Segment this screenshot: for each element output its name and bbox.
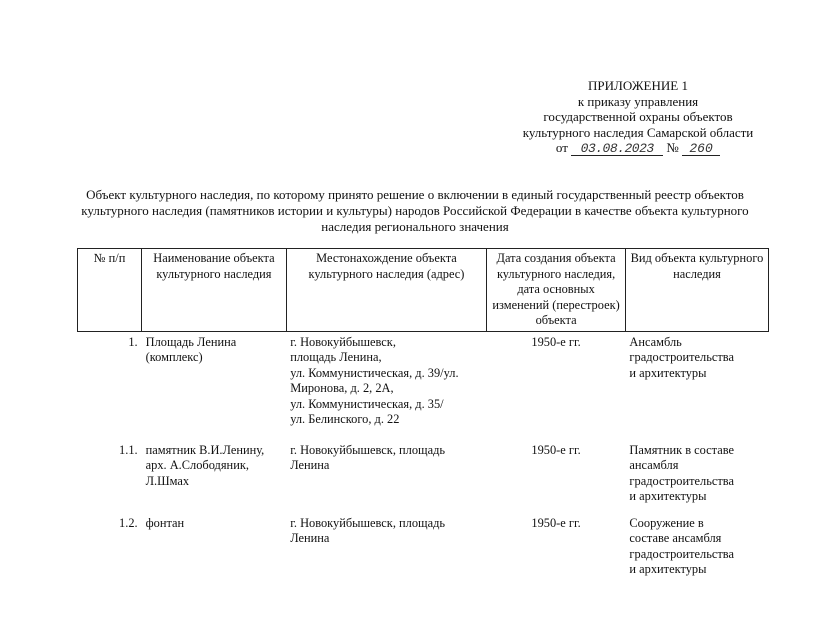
object-type-line: и архитектуры [629, 365, 707, 380]
object-address-line: г. Новокуйбышевск, [290, 334, 396, 349]
object-name-line: Площадь Ленина [145, 334, 237, 349]
object-name-line: Л.Шмах [145, 473, 190, 488]
appendix-line-1: к приказу управления [577, 93, 699, 109]
object-address [286, 331, 487, 430]
object-address-line: ул. Коммунистическая, д. 35/ [290, 396, 444, 411]
table-body [78, 331, 769, 580]
from-label: от [555, 140, 568, 155]
creation-date: 1950-е гг. [531, 334, 581, 349]
object-name-line: фонтан [145, 515, 185, 530]
object-name [142, 331, 287, 430]
header-num: № п/п [78, 249, 142, 332]
object-name [142, 507, 287, 580]
object-type-line: и архитектуры [629, 489, 707, 503]
object-type [625, 430, 768, 507]
object-type-line: и архитектуры [629, 562, 707, 576]
object-name-line: арх. А.Слободяник, [145, 458, 249, 472]
appendix-title: ПРИЛОЖЕНИЕ 1 [588, 78, 688, 93]
object-address-line: г. Новокуйбышевск, площадь [290, 515, 446, 530]
row-number: 1. [128, 334, 138, 349]
object-type-line: градостроительства [629, 473, 734, 488]
header-address: Местонахождение объекта культурного наследия (адрес) [286, 249, 487, 332]
object-address-line: Ленина [290, 458, 330, 472]
row-number: 1.1. [119, 442, 138, 457]
number-label: № [666, 140, 679, 155]
object-type-line: Сооружение в [629, 515, 704, 530]
header-type: Вид объекта культурного наследия [625, 249, 768, 332]
table-row [78, 331, 769, 430]
appendix-line-3: культурного наследия Самарской области [522, 124, 754, 140]
object-type-line: градостроительства [629, 546, 734, 561]
object-address-line: Ленина [290, 531, 330, 545]
appendix-header [488, 78, 788, 156]
object-type-line: Памятник в составе [629, 442, 734, 457]
object-type-line: составе ансамбля [629, 531, 722, 545]
header-date: Дата создания объекта культурного наследия, дата основных изменений (перестроек) объекта [487, 249, 626, 332]
heritage-table [77, 248, 769, 580]
object-name [142, 430, 287, 507]
object-address-line: Миронова, д. 2, 2А, [290, 381, 394, 395]
appendix-line-2: государственной охраны объектов [543, 109, 733, 124]
object-type-line: градостроительства [629, 350, 734, 364]
object-address [286, 507, 487, 580]
object-address-line: ул. Белинского, д. 22 [290, 412, 400, 426]
creation-date: 1950-е гг. [531, 442, 581, 457]
object-type [625, 507, 768, 580]
object-address-line: ул. Коммунистическая, д. 39/ул. [290, 365, 459, 380]
object-name-line: памятник В.И.Ленину, [145, 442, 265, 457]
object-name-line: (комплекс) [145, 350, 203, 364]
appendix-date-line [488, 140, 788, 156]
object-address-line: г. Новокуйбышевск, площадь [290, 442, 446, 457]
intro-paragraph: Объект культурного наследия, по которому принято решение о включении в единый государственный реестр объектов культурного наследия (памятников истории и культуры) народов Российской Федерации в качестве объекта культурного наследия регионального значения [81, 187, 749, 234]
order-date: 03.08.2023 [571, 142, 663, 156]
table-row [78, 430, 769, 507]
order-number: 260 [682, 142, 720, 156]
object-type-line: ансамбля [629, 458, 679, 472]
table-header-row [78, 249, 769, 332]
table-row [78, 507, 769, 580]
object-type [625, 331, 768, 430]
object-address [286, 430, 487, 507]
object-address-line: площадь Ленина, [290, 350, 382, 364]
header-name: Наименование объекта культурного наследия [142, 249, 287, 332]
object-type-line: Ансамбль [629, 334, 682, 349]
row-number: 1.2. [119, 515, 138, 530]
creation-date: 1950-е гг. [531, 515, 581, 530]
